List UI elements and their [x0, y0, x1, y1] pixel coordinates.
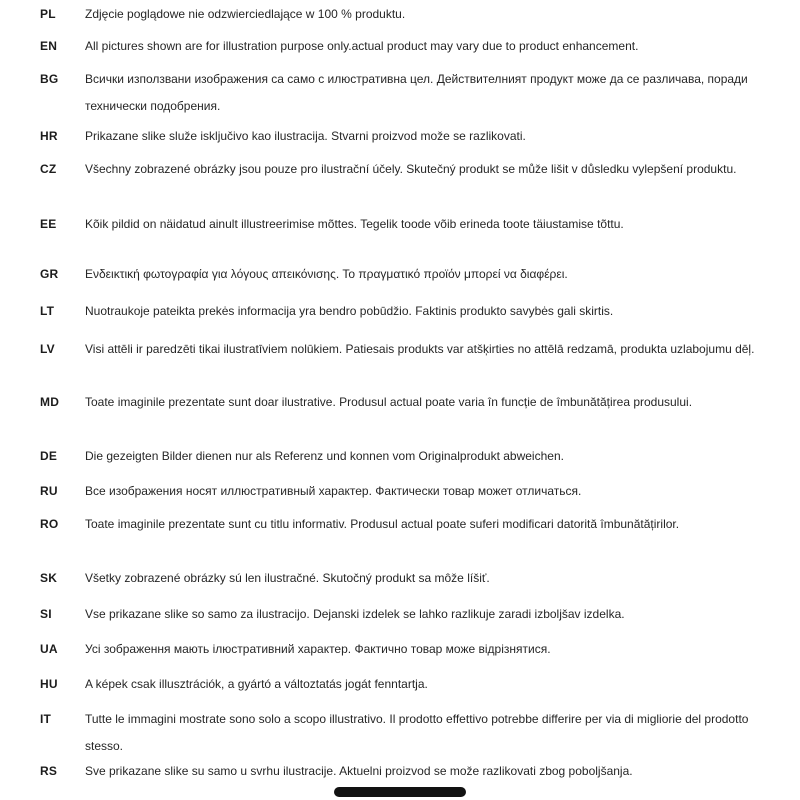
- language-code: PL: [40, 7, 56, 21]
- home-indicator-bar: [334, 787, 466, 797]
- disclaimer-text: Tutte le immagini mostrate sono solo a scopo illustrativo. Il prodotto effettivo potrebbe differire per via di migliorie del prodotto stesso.: [85, 712, 749, 753]
- language-code: DE: [40, 449, 58, 463]
- disclaimer-text: Kõik pildid on näidatud ainult illustreerimise mõttes. Tegelik toode võib erineda toote täiustamise tõttu.: [85, 217, 624, 231]
- language-code: HU: [40, 677, 58, 691]
- disclaimer-text: All pictures shown are for illustration purpose only.actual product may vary due to product enhancement.: [85, 39, 639, 53]
- language-code: BG: [40, 72, 59, 86]
- disclaimer-text: Visi attēli ir paredzēti tikai ilustratīviem nolūkiem. Patiesais produkts var atšķirties no attēlā redzamā, produkta uzlabojumu dēļ.: [85, 342, 755, 356]
- language-code: IT: [40, 712, 52, 726]
- disclaimer-text: Všetky zobrazené obrázky sú len ilustračné. Skutočný produkt sa môže líšiť.: [85, 571, 490, 585]
- disclaimer-text: Nuotraukoje pateikta prekės informacija yra bendro pobūdžio. Faktinis produkto savybės gali skirtis.: [85, 304, 614, 318]
- disclaimer-text: Усі зображення мають ілюстративний характер. Фактично товар може відрізнятися.: [85, 642, 551, 656]
- language-code: HR: [40, 129, 58, 143]
- disclaimer-text: Toate imaginile prezentate sunt cu titlu informativ. Produsul actual poate suferi modificari datorită îmbunătățirilor.: [85, 517, 680, 531]
- disclaimer-text: A képek csak illusztrációk, a gyártó a változtatás jogát fenntartja.: [85, 677, 428, 691]
- disclaimer-text: Zdjęcie poglądowe nie odzwierciedlające w 100 % produktu.: [85, 7, 406, 21]
- disclaimer-text: Toate imaginile prezentate sunt doar ilustrative. Produsul actual poate varia în funcție de îmbunătățirea produsului.: [85, 395, 693, 409]
- language-code: MD: [40, 395, 60, 409]
- language-code: RU: [40, 484, 58, 498]
- disclaimer-text: Ενδεικτική φωτογραφία για λόγους απεικόνισης. Το πραγματικό προϊόν μπορεί να διαφέρει.: [85, 267, 568, 281]
- disclaimer-text: Všechny zobrazené obrázky jsou pouze pro ilustrační účely. Skutečný produkt se může lišit v důsledku vylepšení produktu.: [85, 162, 737, 176]
- language-code: SK: [40, 571, 58, 585]
- disclaimer-text: Sve prikazane slike su samo u svrhu ilustracije. Aktuelni proizvod se može razlikovati zbog poboljšanja.: [85, 764, 633, 778]
- language-code: RS: [40, 764, 58, 778]
- disclaimer-text: Vse prikazane slike so samo za ilustracijo. Dejanski izdelek se lahko razlikuje zaradi izboljšav izdelka.: [85, 607, 625, 621]
- language-code: CZ: [40, 162, 57, 176]
- language-code: SI: [40, 607, 52, 621]
- language-code: GR: [40, 267, 59, 281]
- language-code: EE: [40, 217, 57, 231]
- disclaimer-text: Всички използвани изображения са само с илюстративна цел. Действителният продукт може да се различава, поради технически подобрения.: [85, 72, 748, 113]
- language-code: UA: [40, 642, 58, 656]
- language-code: LV: [40, 342, 55, 356]
- disclaimer-text: Все изображения носят иллюстративный характер. Фактически товар может отличаться.: [85, 484, 582, 498]
- language-code: EN: [40, 39, 58, 53]
- disclaimer-text: Prikazane slike služe isključivo kao ilustracija. Stvarni proizvod može se razlikovati.: [85, 129, 526, 143]
- language-code: LT: [40, 304, 55, 318]
- disclaimer-text: Die gezeigten Bilder dienen nur als Referenz und konnen vom Originalprodukt abweichen.: [85, 449, 564, 463]
- language-code: RO: [40, 517, 59, 531]
